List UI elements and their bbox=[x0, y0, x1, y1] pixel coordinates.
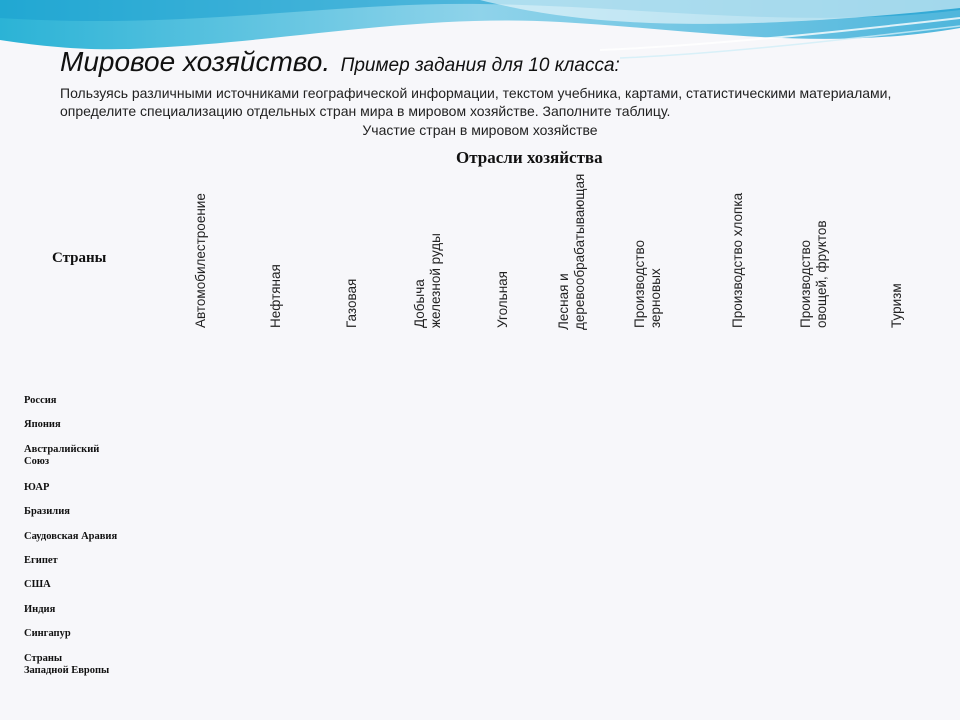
title-main: Мировое хозяйство. bbox=[60, 46, 331, 77]
column-header-gas: Газовая bbox=[344, 278, 359, 328]
country-row-western-europe: Страны Западной Европы bbox=[24, 653, 110, 676]
country-row-saudi-arabia: Саудовская Аравия bbox=[24, 531, 118, 542]
country-row-australia: Австралийский Союз bbox=[24, 444, 100, 467]
title-subtitle: Пример задания для 10 класса: bbox=[340, 55, 620, 76]
table-caption: Участие стран в мировом хозяйстве bbox=[362, 122, 598, 138]
industries-header: Отрасли хозяйства bbox=[456, 148, 603, 167]
country-row-usa: США bbox=[24, 579, 51, 590]
column-header-coal: Угольная bbox=[495, 271, 510, 328]
country-row-south-africa: ЮАР bbox=[24, 482, 50, 493]
column-header-grain: Производство зерновых bbox=[632, 239, 663, 328]
column-header-iron-ore: Добыча железной руды bbox=[412, 233, 443, 328]
country-row-brazil: Бразилия bbox=[24, 506, 70, 517]
column-header-oil: Нефтяная bbox=[268, 264, 283, 328]
instructions-text: Пользуясь различными источниками географической информации, текстом учебника, картами, статистическими материалами, определите специализацию отдельных стран мира в мировом хозяйстве. Заполните таблицу. bbox=[60, 85, 892, 119]
countries-header: Страны bbox=[52, 250, 107, 266]
country-row-japan: Япония bbox=[24, 419, 61, 430]
column-header-tourism: Туризм bbox=[889, 283, 904, 328]
column-header-automotive: Автомобилестроение bbox=[193, 193, 208, 328]
column-header-forestry: Лесная и деревообрабатывающая bbox=[556, 173, 587, 330]
page-title bbox=[60, 46, 620, 78]
country-row-india: Индия bbox=[24, 604, 56, 615]
column-header-vegetables-fruits: Производство овощей, фруктов bbox=[798, 220, 829, 328]
country-row-singapore: Сингапур bbox=[24, 628, 71, 639]
country-row-egypt: Египет bbox=[24, 555, 58, 566]
country-row-russia: Россия bbox=[24, 395, 57, 406]
column-header-cotton: Производство хлопка bbox=[730, 192, 745, 328]
